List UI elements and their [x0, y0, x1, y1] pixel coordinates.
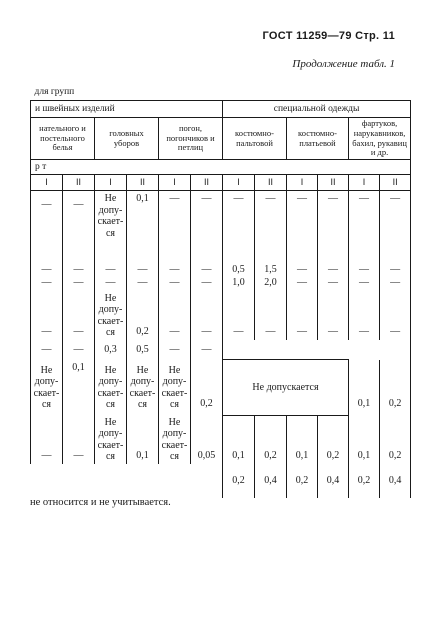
text-line: Не	[40, 364, 53, 376]
text-line: допу-	[34, 376, 59, 388]
text-line: допу-	[162, 428, 187, 440]
cell: —	[127, 276, 159, 290]
top-label: для групп	[31, 85, 411, 101]
cell: —	[127, 263, 159, 277]
text-line: допу-	[98, 304, 123, 316]
cell-ne-dopuskaetsya	[95, 416, 127, 464]
text-line: скает-	[33, 387, 60, 399]
subheader-dress: костюмно-платьевой	[287, 118, 349, 160]
text-line: ся	[105, 451, 116, 463]
cell: 0,1	[349, 360, 380, 416]
cell: —	[318, 276, 349, 290]
text-line: ся	[105, 327, 116, 339]
cell	[223, 340, 411, 360]
text-line: Не	[136, 364, 149, 376]
cell: —	[31, 416, 63, 464]
cell	[31, 464, 223, 498]
cell: —	[318, 263, 349, 277]
cell: —	[318, 191, 349, 263]
text-line: Не	[168, 364, 181, 376]
text-line: ся	[105, 399, 116, 411]
col-label: I	[159, 175, 191, 191]
cell: 0,2	[255, 416, 287, 464]
col-label: I	[31, 175, 63, 191]
page-header: ГОСТ 11259—79 Стр. 11	[262, 30, 395, 42]
cell: —	[191, 340, 223, 360]
cell: —	[349, 276, 380, 290]
cell: 0,4	[318, 464, 349, 498]
cell: —	[31, 276, 63, 290]
cell: 0,1	[127, 191, 159, 263]
cell: 0,2	[223, 464, 255, 498]
cell: —	[63, 276, 95, 290]
text-line: Не	[104, 416, 117, 428]
subheader-hats: головных уборов	[95, 118, 159, 160]
cell: 0,2	[380, 416, 411, 464]
cell: 0,2	[380, 360, 411, 416]
cell: —	[191, 263, 223, 277]
cell: 0,2	[349, 464, 380, 498]
cell: 0,1	[223, 416, 255, 464]
cell: 0,5	[223, 263, 255, 277]
cell: —	[287, 290, 318, 340]
text-line: Не	[104, 193, 117, 205]
cell: —	[191, 290, 223, 340]
subheader-coat: костюмно-пальтовой	[223, 118, 287, 160]
cell: 1,5	[255, 263, 287, 277]
cell: 0,2	[127, 290, 159, 340]
text-line: допу-	[130, 376, 155, 388]
text-line: скает-	[97, 315, 124, 327]
text-line: скает-	[161, 439, 188, 451]
text-line: ся	[41, 399, 52, 411]
cell: 2,0	[255, 276, 287, 290]
col-label: II	[191, 175, 223, 191]
text-line: ся	[169, 451, 180, 463]
cell: —	[63, 290, 95, 340]
cell: 0,5	[127, 340, 159, 360]
text-line: скает-	[97, 387, 124, 399]
text-line: ся	[137, 399, 148, 411]
cell: 0,2	[191, 360, 223, 416]
cell: 0,3	[95, 340, 127, 360]
text-line: допу-	[98, 376, 123, 388]
cell: —	[31, 191, 63, 263]
col-label: II	[318, 175, 349, 191]
cell-ne-dopuskaetsya	[127, 360, 159, 416]
text-line: допу-	[98, 428, 123, 440]
text-line: скает-	[97, 216, 124, 228]
cell: —	[223, 191, 255, 263]
col-label: II	[255, 175, 287, 191]
cell: 0,1	[287, 416, 318, 464]
cell: 0,4	[255, 464, 287, 498]
cell: —	[191, 191, 223, 263]
col-label: II	[127, 175, 159, 191]
cell: —	[349, 191, 380, 263]
cell: —	[159, 340, 191, 360]
cell: —	[349, 290, 380, 340]
col-label: II	[380, 175, 411, 191]
cell: —	[287, 263, 318, 277]
footnote: не относится и не учитывается.	[30, 497, 171, 508]
gost-table	[30, 85, 411, 498]
cell-ne-dopuskaetsya	[95, 290, 127, 340]
cell: —	[349, 263, 380, 277]
cell: —	[380, 290, 411, 340]
text-line: Не	[104, 364, 117, 376]
cell: —	[380, 263, 411, 277]
cell: —	[63, 416, 95, 464]
cell: 0,1	[127, 416, 159, 464]
cell: 0,1	[63, 360, 95, 416]
cell: —	[380, 191, 411, 263]
group-right-header: специальной одежды	[223, 101, 411, 118]
cell: 0,4	[380, 464, 411, 498]
cell: —	[159, 290, 191, 340]
cell-ne-dopuskaetsya-wide: Не допускается	[223, 360, 349, 416]
cell: 0,1	[349, 416, 380, 464]
cell: —	[63, 340, 95, 360]
cell-ne-dopuskaetsya	[31, 360, 63, 416]
col-label: I	[95, 175, 127, 191]
cell: —	[159, 276, 191, 290]
text-line: скает-	[97, 439, 124, 451]
cell: 0,2	[318, 416, 349, 464]
col-label: I	[223, 175, 255, 191]
cell: —	[191, 276, 223, 290]
cell: —	[95, 276, 127, 290]
cell: —	[318, 290, 349, 340]
text-line: Не	[168, 416, 181, 428]
cell: —	[255, 191, 287, 263]
cell: —	[63, 191, 95, 263]
cell: 0,2	[287, 464, 318, 498]
cell: —	[255, 290, 287, 340]
cell: —	[31, 340, 63, 360]
cell: —	[287, 191, 318, 263]
cell-ne-dopuskaetsya	[95, 191, 127, 263]
cell: —	[31, 290, 63, 340]
cell: —	[63, 263, 95, 277]
subheader-linen: нательного и постельного белья	[31, 118, 95, 160]
cell: —	[159, 191, 191, 263]
text-line: Не	[104, 292, 117, 304]
cell-ne-dopuskaetsya	[159, 416, 191, 464]
cell: —	[223, 290, 255, 340]
cell: 1,0	[223, 276, 255, 290]
cell: —	[287, 276, 318, 290]
continuation-label: Продолжение табл. 1	[292, 58, 395, 70]
cell: —	[159, 263, 191, 277]
text-line: скает-	[129, 387, 156, 399]
cell-ne-dopuskaetsya	[95, 360, 127, 416]
subheader-aprons: фартуков, нарукавников, бахил, рукавиц и др.	[349, 118, 411, 160]
cell: 0,05	[191, 416, 223, 464]
col-label: I	[349, 175, 380, 191]
text-line: ся	[105, 227, 116, 239]
text-line: допу-	[98, 204, 123, 216]
cell-ne-dopuskaetsya	[159, 360, 191, 416]
col-label: I	[287, 175, 318, 191]
group-left-header: и швейных изделий	[31, 101, 223, 118]
col-label: II	[63, 175, 95, 191]
text-line: ся	[169, 399, 180, 411]
cell: —	[380, 276, 411, 290]
subheader-epaulets: погон, погончиков и петлиц	[159, 118, 223, 160]
cell: —	[95, 263, 127, 277]
cell: —	[31, 263, 63, 277]
text-line: скает-	[161, 387, 188, 399]
section-label: р т	[31, 160, 411, 175]
text-line: допу-	[162, 376, 187, 388]
